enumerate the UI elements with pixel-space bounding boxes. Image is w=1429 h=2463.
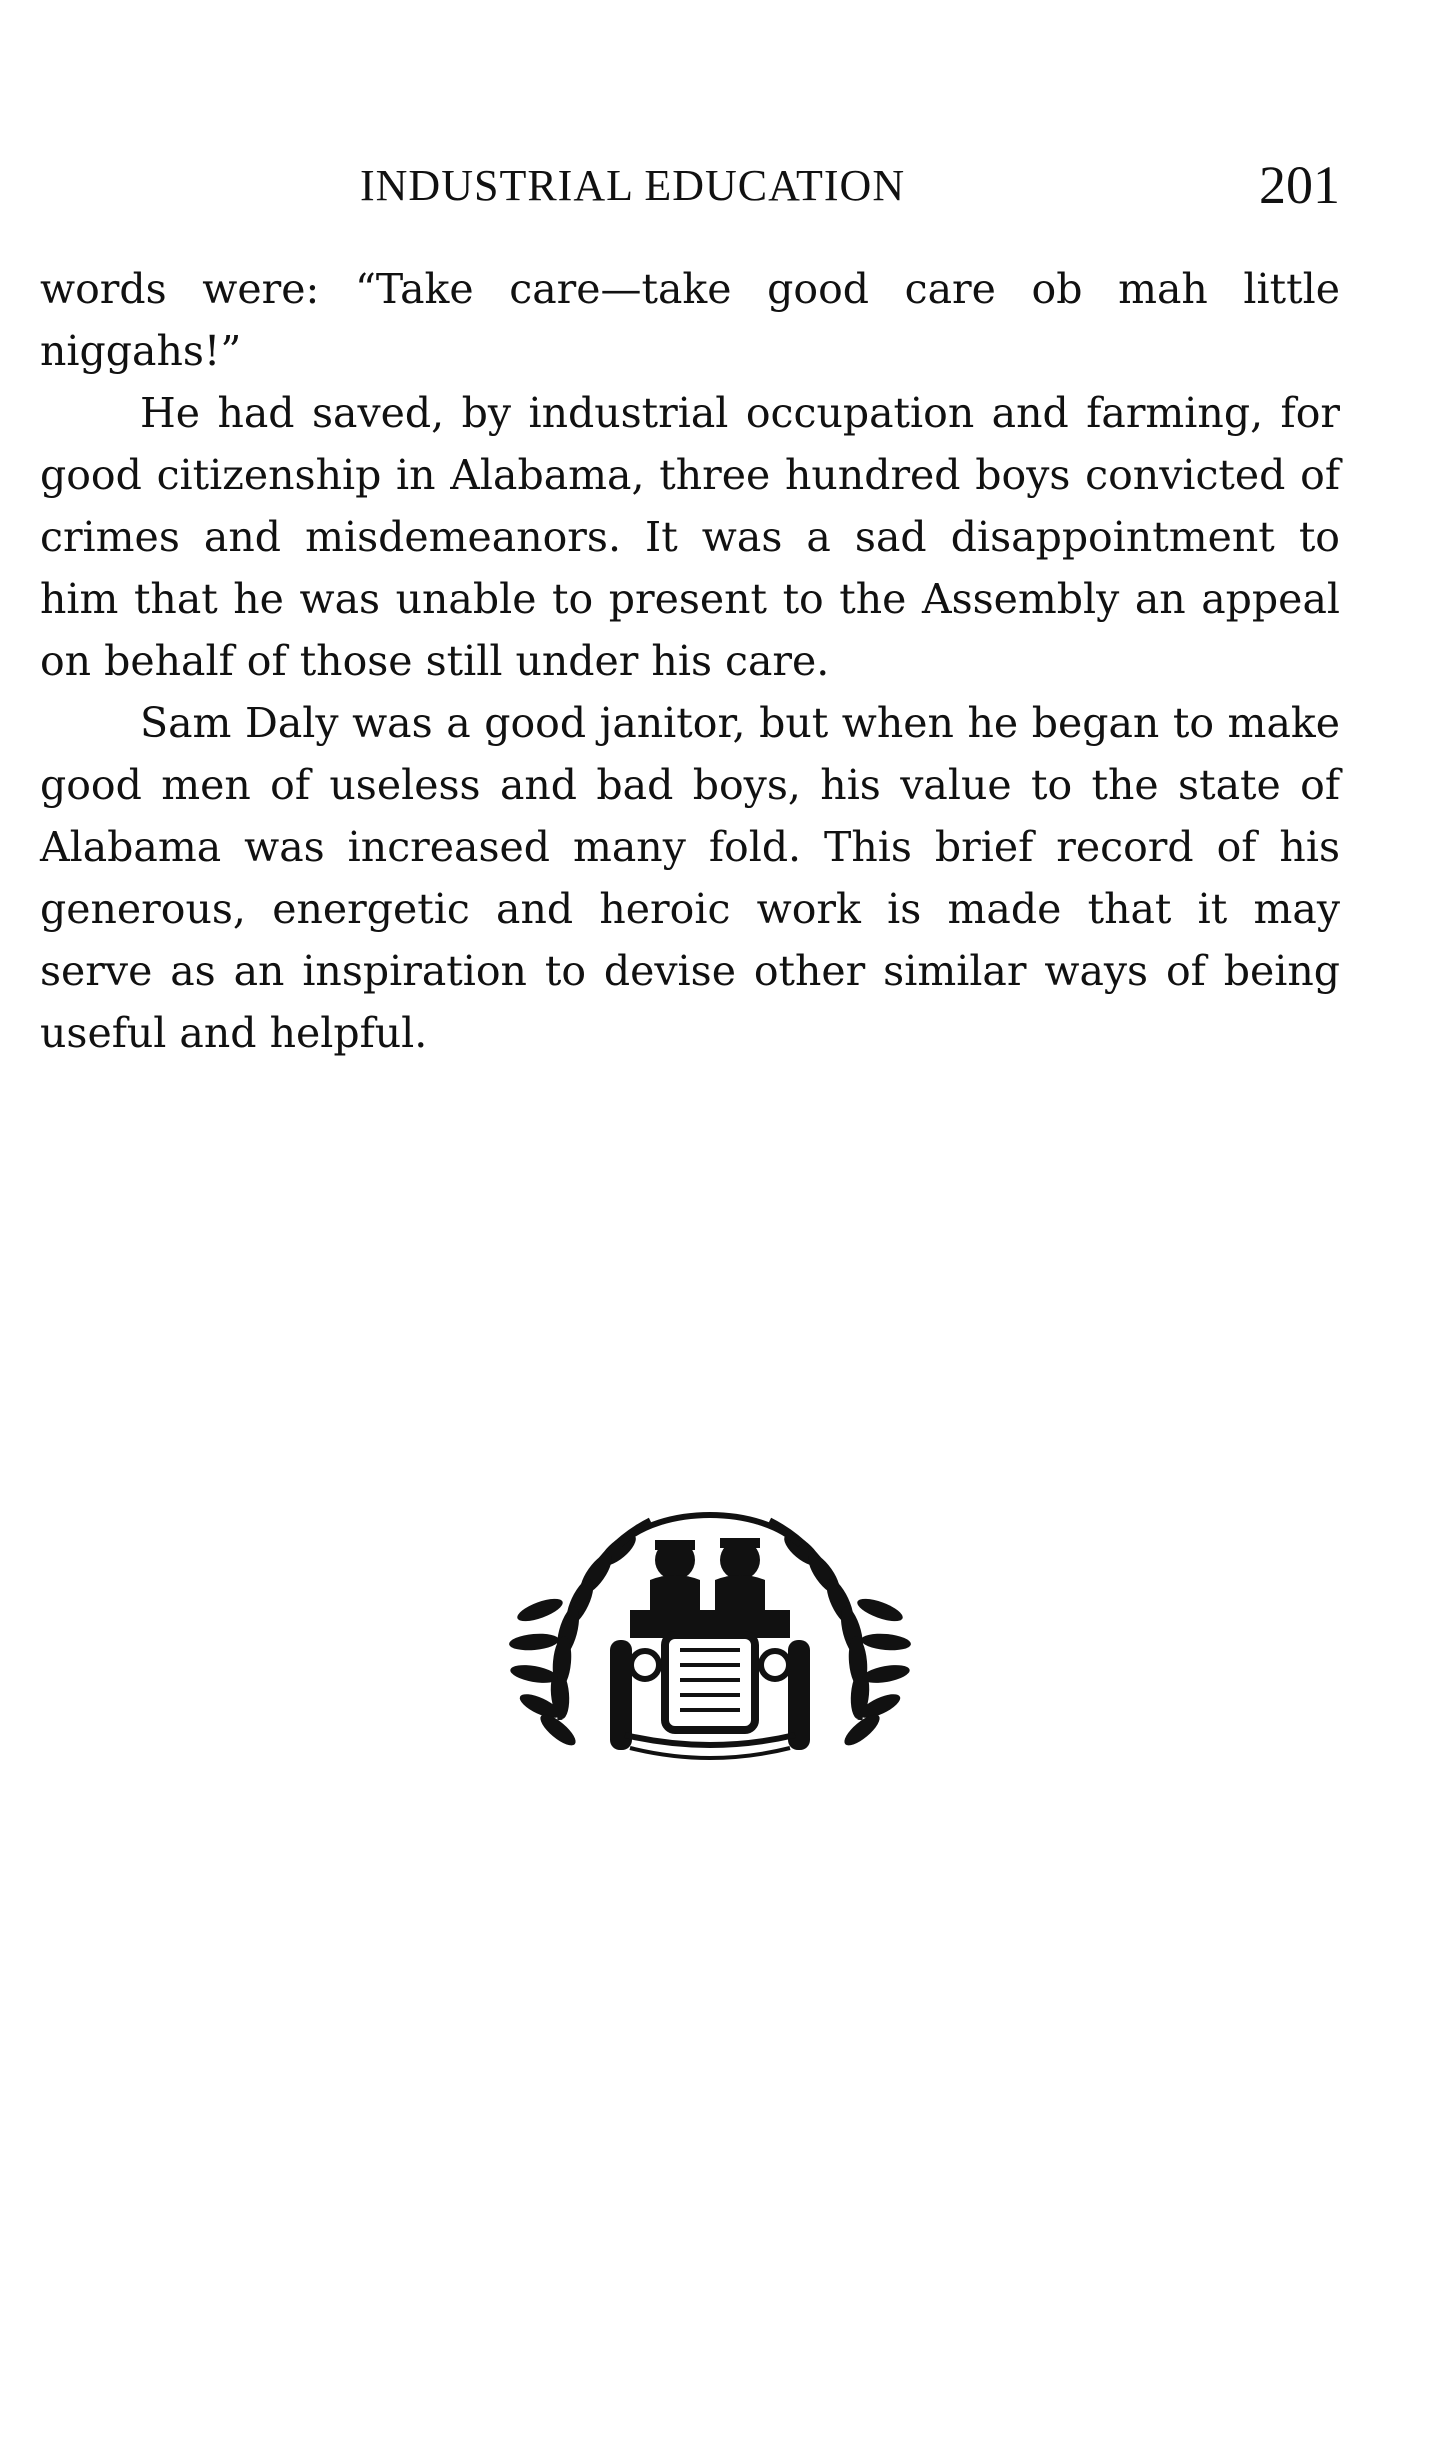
paragraph: He had saved, by industrial occupation and farming, for good citizenship in Alabama, three hundred boys convicted of crimes and misdemeanors. It was a sad disappointment to him that he was unable to present to the Assembly an appeal on behalf of those still under his care. xyxy=(40,389,1340,685)
paragraph-continued: words were: “Take care—take good care ob mah little niggahs!” xyxy=(40,265,1340,375)
paragraph: Sam Daly was a good janitor, but when he began to make good men of useless and bad boys, his value to the state of Alabama was increased many fold. This brief record of his generous, energetic and heroic work is made that it may serve as an inspiration to devise other similar ways of being useful and helpful. xyxy=(40,699,1340,1057)
car-body xyxy=(610,1610,810,1758)
body-text xyxy=(40,258,1340,1064)
automobile-wreath-icon xyxy=(500,1490,920,1780)
page-number: 201 xyxy=(1259,155,1340,215)
running-header xyxy=(40,150,1340,230)
passengers xyxy=(650,1538,765,1620)
running-title: INDUSTRIAL EDUCATION xyxy=(360,161,906,210)
